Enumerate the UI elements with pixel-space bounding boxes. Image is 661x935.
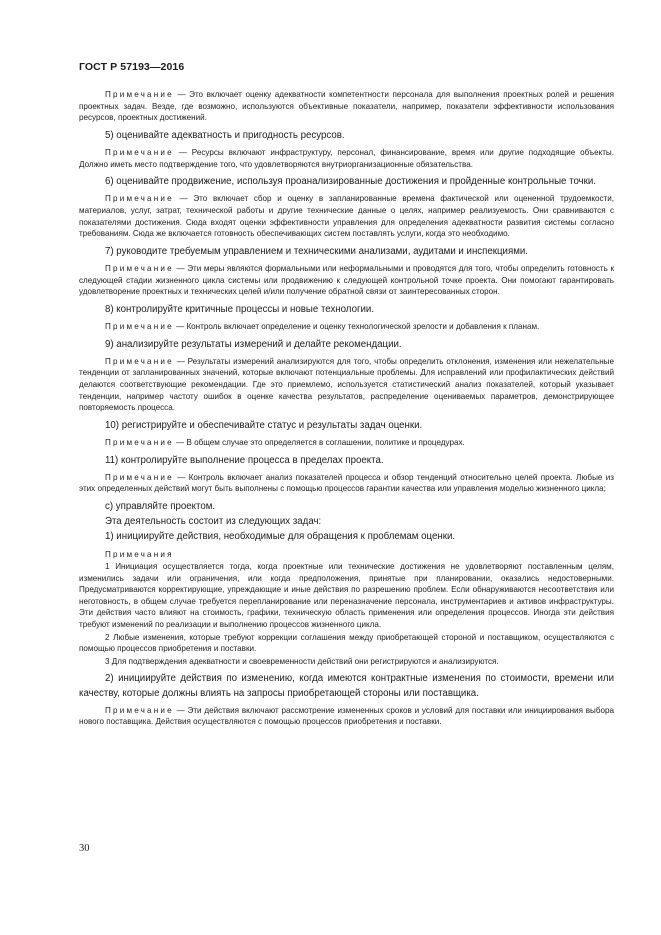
activity-item: c) управляйте проектом. — [105, 500, 216, 512]
task-item: 2) инициируйте действия по изменению, когда имеются контрактные изменения по стоимости, времени или качеству, которые должны влиять на запросы приобретающей стороны или поставщика. — [79, 673, 614, 699]
task-item: 8) контролируйте критичные процессы и новые технологии. — [105, 303, 375, 315]
note-text: — В общем случае это определяется в соглашении, политике и процедурах. — [173, 437, 465, 447]
note-paragraph — [79, 472, 614, 495]
note-text: — Ресурсы включают инфраструктуру, персонал, финансирование, время или другие подходящие объекты. Должно иметь место подтверждение того, что удовлетворяются внутриорганизационные обязательства. — [79, 147, 614, 169]
note-paragraph — [79, 147, 614, 170]
page-number: 30 — [79, 843, 90, 854]
standard-header: ГОСТ Р 57193—2016 — [79, 61, 185, 73]
task-item: 7) руководите требуемым управлением и техническими анализами, аудитами и инспекциями. — [105, 245, 528, 257]
note-paragraph — [79, 437, 614, 449]
notes-heading: Примечания — [105, 549, 174, 559]
task-item: 1) инициируйте действия, необходимые для обращения к проблемам оценки. — [105, 531, 456, 543]
numbered-note: 3 Для подтверждения адекватности и своевременности действий они регистрируются и анализируются. — [105, 656, 499, 666]
note-label: Примечание — [105, 90, 174, 99]
note-paragraph — [79, 356, 614, 414]
note-text: — Это включает оценку адекватности компетентности персонала для выполнения проектных ролей и решения проектных задач. Везде, где возможно, используются объективные показатели, например, показатели эффективности использования ресурсов, проектных достижений. — [79, 90, 614, 123]
note-text: — Эти действия включают рассмотрение измененных сроков и условий для поставки или инициирования выбора нового поставщика. Действия осуществляются с помощью процессов приобретения и поставки. — [79, 705, 614, 727]
activity-description: Эта деятельность состоит из следующих задач: — [105, 516, 322, 528]
note-paragraph — [79, 263, 614, 298]
note-label: Примечание — [105, 321, 174, 331]
task-item: 10) регистрируйте и обеспечивайте статус и результаты задач оценки. — [105, 419, 423, 431]
note-text: — Результаты измерений анализируются для того, чтобы определить отклонения, изменения или нежелательные тенденции от запланированных значений, которые включают потенциальные проблемы. Для исправлений или профилактических действий делаются соответствующие рекомендации. Где это приемлемо, используется статистический анализ показателей, который указывает тенденции, например частоту ошибок в оценке качества результатов, распределение оцениваемых параметров, демонстрирующее повторяемость процесса. — [79, 356, 614, 413]
note-paragraph — [79, 705, 614, 728]
task-item: 6) оценивайте продвижение, используя проанализированные достижения и пройденные контрольные точки. — [105, 176, 597, 188]
note-label: Примечание — [105, 263, 174, 273]
note-label: Примечание — [105, 472, 174, 482]
note-label: Примечание — [105, 356, 174, 366]
task-item: 5) оценивайте адекватность и пригодность ресурсов. — [105, 129, 345, 141]
task-item: 11) контролируйте выполнение процесса в пределах проекта. — [105, 454, 384, 466]
note-label: Примечание — [105, 705, 174, 715]
note-text: — Эти меры являются формальными или неформальными и проводятся для того, чтобы определить готовность к следующей стадии жизненного цикла системы или продвижению к следующей контрольной точке проекта. Они помогают гарантировать удовлетворение проектных и технических целей и/или получение обратной связи от заинтересованных сторон. — [79, 263, 614, 297]
note-paragraph — [79, 193, 614, 239]
note-label: Примечание — [105, 437, 174, 447]
document-body — [79, 89, 614, 733]
note-paragraph — [79, 89, 614, 124]
numbered-note: 1 Инициация осуществляется тогда, когда проектные или технические достижения не удовлетворяют поставленным целям, изменились задачи или ограничения, или когда предположения, принятые при планировании, оказались недостоверными. Предусматриваются корректирующие, упреждающие и иные действия по разрешению проблем. Если обнаруживаются несоответствия или неготовность, в общем случае требуется перепланирование или переназначение персонала, инструментариев и активов инфраструктуры. Эти действия часто влияют на стоимость, графики, техническую область применения или определения процессов. Иногда эти действия требуют изменений по реализации и выполнению процессов жизненного цикла. — [79, 562, 614, 630]
note-text: — Контроль включает определение и оценку технологической зрелости и добавления к планам. — [173, 321, 540, 331]
numbered-note: 2 Любые изменения, которые требуют коррекции соглашения между приобретающей стороной и поставщиком, осуществляются с помощью процессов приобретения и поставки. — [79, 632, 614, 654]
note-text: — Контроль включает анализ показателей процесса и обзор тенденций относительно целей проекта. Любые из этих определенных действий могут быть выполнены с помощью процессов гарантии качества или управления моделью жизненного цикла; — [79, 472, 614, 494]
note-label: Примечание — [105, 194, 174, 204]
note-label: Примечание — [105, 147, 174, 157]
note-text: — Это включает сбор и оценку в запланированные времена фактической или оцененной трудоемкости, материалов, услуг, затрат, технической работы и другие технические данные о целях, например реализуемость. Они сравниваются с показателями достижения. Сюда входят оценки эффективности управления для определения адекватности развития системы согласно требованиям. Сюда же включается готовность обеспечивающих систем поставлять услуги, когда это необходимо. — [79, 194, 614, 239]
task-item: 9) анализируйте результаты измерений и делайте рекомендации. — [105, 338, 402, 350]
note-paragraph — [79, 321, 614, 333]
